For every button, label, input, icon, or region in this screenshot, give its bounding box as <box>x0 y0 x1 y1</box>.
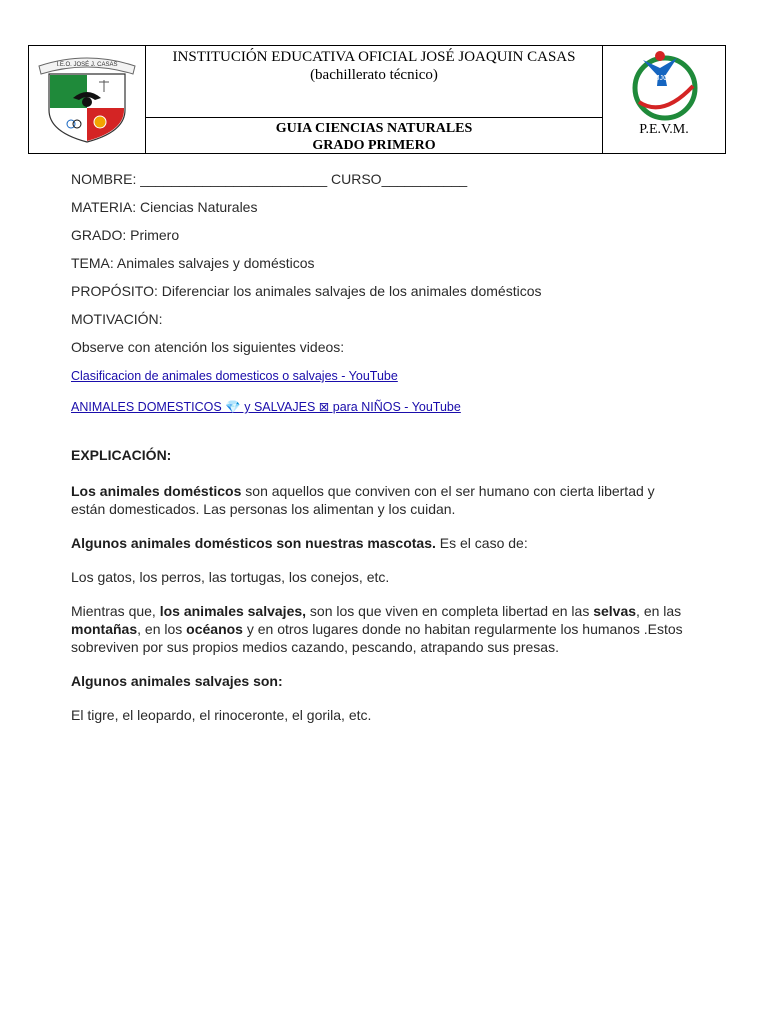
oceanos-term: océanos <box>186 621 243 637</box>
motivacion-line: MOTIVACIÓN: <box>71 311 163 327</box>
nombre-label: NOMBRE: <box>71 171 137 187</box>
mascotas-intro: Es el caso de: <box>435 535 528 551</box>
school-crest-logo <box>29 46 146 153</box>
institution-subtitle: (bachillerato técnico) <box>310 67 438 83</box>
guide-title-block <box>146 118 602 153</box>
salvajes-text-d: , en las <box>636 603 682 619</box>
proposito-line: PROPÓSITO: Diferenciar los animales salvajes de los animales domésticos <box>71 283 542 299</box>
domesticos-definition: son aquellos que conviven con el ser humano con cierta libertad y están domesticados. Las personas los alimentan y los cuidan. <box>71 483 655 517</box>
paragraph-wild-examples: El tigre, el leopardo, el rinoceronte, el gorila, etc. <box>71 707 372 723</box>
nombre-field: ________________________ <box>140 171 328 187</box>
salvajes-term: los animales salvajes, <box>159 603 307 619</box>
grade-title: GRADO PRIMERO <box>312 138 436 153</box>
pevm-logo-cell <box>602 46 725 153</box>
materia-line: MATERIA: Ciencias Naturales <box>71 199 258 215</box>
school-crest-cell <box>29 46 146 153</box>
salvajes-list-heading: Algunos animales salvajes son: <box>71 673 283 689</box>
domesticos-term: Los animales domésticos <box>71 483 242 499</box>
curso-field: ___________ <box>381 171 468 187</box>
pevm-code: P.E.V.M. <box>639 122 689 137</box>
pevm-logo <box>603 46 726 126</box>
salvajes-text-c: son los que viven en completa libertad en las <box>306 603 594 619</box>
selvas-term: selvas <box>593 603 637 619</box>
grado-line: GRADO: Primero <box>71 227 180 243</box>
pevm-logo-text: JJC <box>655 75 669 82</box>
observe-line: Observe con atención los siguientes videos: <box>71 339 345 355</box>
paragraph-mascotas <box>71 534 691 552</box>
salvajes-text-f: y en otros lugares donde no habitan regularmente los humanos .Estos sobreviven por sus propios medios cazando, pescando, atrapando sus presas. <box>71 621 683 655</box>
paragraph-salvajes <box>71 602 691 656</box>
crest-banner-text: I.E.O. JOSÉ J. CASAS <box>56 62 118 68</box>
salvajes-text-a: Mientras que, <box>71 603 160 619</box>
salvajes-text-e: , en los <box>137 621 187 637</box>
institution-title-block <box>146 46 602 118</box>
guide-title: GUIA CIENCIAS NATURALES <box>275 121 473 136</box>
video-link-2[interactable]: ANIMALES DOMESTICOS 💎 y SALVAJES ⊠ para NIÑOS - YouTube <box>71 400 461 414</box>
document-header <box>28 45 726 154</box>
paragraph-domesticos <box>71 482 691 518</box>
paragraph-domestic-examples: Los gatos, los perros, las tortugas, los conejos, etc. <box>71 569 390 585</box>
document-body <box>71 170 691 740</box>
montanas-term: montañas <box>71 621 138 637</box>
video-link-1[interactable]: Clasificacion de animales domesticos o salvajes - YouTube <box>71 369 398 383</box>
curso-label: CURSO <box>331 171 382 187</box>
institution-name: INSTITUCIÓN EDUCATIVA OFICIAL JOSÉ JOAQUIN CASAS <box>172 49 576 65</box>
mascotas-statement: Algunos animales domésticos son nuestras mascotas. <box>71 535 436 551</box>
explicacion-heading: EXPLICACIÓN: <box>71 447 172 463</box>
nombre-line <box>71 170 691 188</box>
tema-line: TEMA: Animales salvajes y domésticos <box>71 255 315 271</box>
paragraph-salvajes-heading <box>71 672 691 690</box>
